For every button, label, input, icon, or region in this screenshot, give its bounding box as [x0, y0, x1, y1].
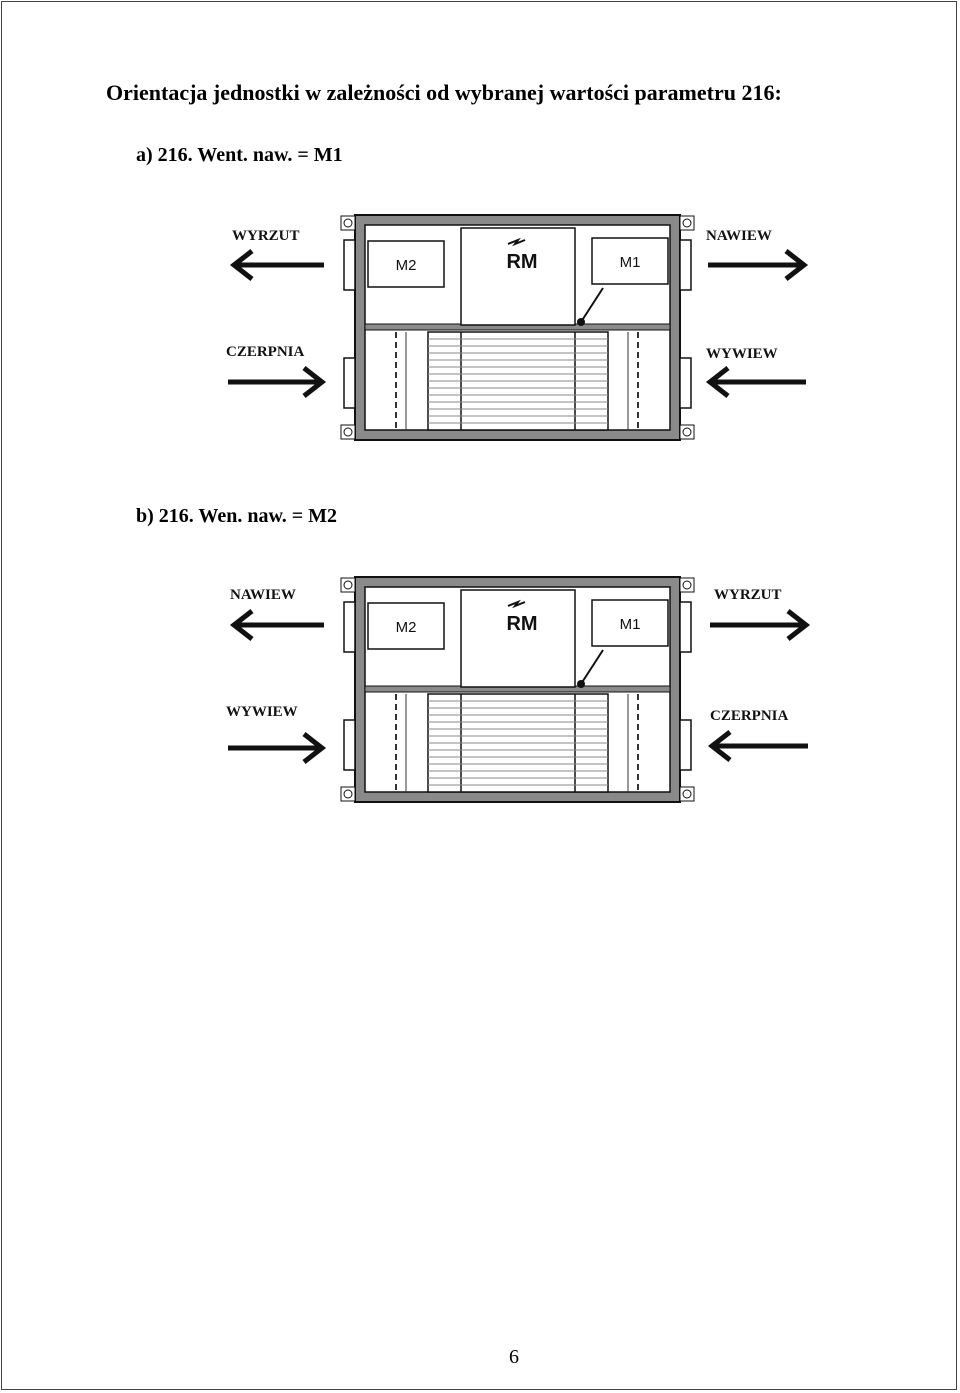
fan-box-left [368, 241, 444, 287]
arrow-bottom-right-icon [710, 368, 806, 396]
arrow-top-right-icon [710, 611, 806, 639]
heat-exchanger [428, 694, 608, 792]
fan-left-label: M2 [395, 619, 417, 636]
arrow-top-right-icon [708, 251, 804, 279]
label-top-left: WYRZUT [232, 228, 300, 244]
label-bottom-left: CZERPNIA [226, 344, 305, 360]
label-bottom-right: CZERPNIA [710, 708, 789, 724]
label-top-right: NAWIEW [706, 228, 772, 244]
controller-label: RM [506, 613, 538, 635]
fan-box-right [592, 600, 668, 646]
fan-left-label: M2 [395, 257, 417, 274]
arrow-top-left-icon [234, 611, 324, 639]
diagram-b-caption: b) 216. Wen. naw. = M2 [136, 505, 338, 527]
arrow-bottom-left-icon [228, 368, 322, 396]
fan-box-right [592, 238, 668, 284]
fan-right-label: M1 [619, 254, 641, 271]
heat-exchanger [428, 332, 608, 430]
unit-diagram-a [218, 208, 818, 448]
page-title: Orientacja jednostki w zależności od wybranej wartości parametru 216: [106, 80, 782, 105]
label-bottom-right: WYWIEW [706, 346, 778, 362]
label-bottom-left: WYWIEW [226, 704, 298, 720]
fan-right-label: M1 [619, 616, 641, 633]
diagram-a-caption: a) 216. Went. naw. = M1 [136, 144, 343, 166]
label-top-right: WYRZUT [714, 587, 782, 603]
page-number: 6 [509, 1346, 519, 1368]
unit-diagram-b [218, 570, 818, 810]
arrow-bottom-left-icon [228, 734, 322, 762]
arrow-bottom-right-icon [712, 732, 808, 760]
arrow-top-left-icon [234, 251, 324, 279]
controller-label: RM [506, 251, 538, 273]
fan-box-left [368, 603, 444, 649]
label-top-left: NAWIEW [230, 587, 296, 603]
